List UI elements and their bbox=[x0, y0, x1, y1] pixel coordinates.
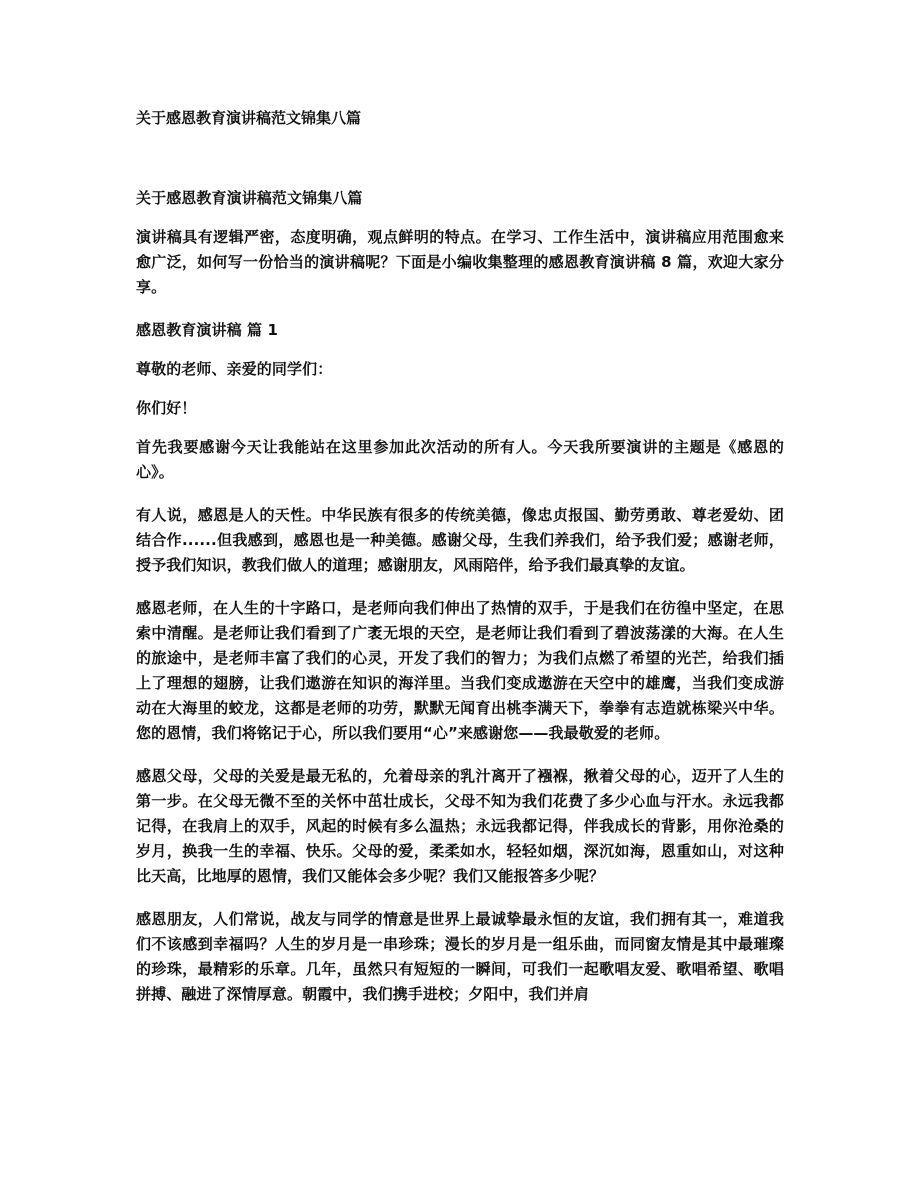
document-title: 关于感恩教育演讲稿范文锦集八篇 bbox=[136, 109, 362, 127]
body-paragraph: 感恩老师，在人生的十字路口，是老师向我们伸出了热情的双手，于是我们在彷徨中坚定，在思索中清醒。是老师让我们看到了广袤无垠的天空，是老师让我们看到了碧波荡漾的大海。在人生的旅途中，是老师丰富了我们的心灵，开发了我们的智力；为我们点燃了希望的光芒，给我们插上了理想的翅膀，让我们遨游在知识的海洋里。当我们变成遨游在天空中的雄鹰，当我们变成游动在大海里的蛟龙，这都是老师的功劳，默默无闻育出桃李满天下，拳拳有志造就栋梁兴中华。您的恩情，我们将铭记于心，所以我们要用“心”来感谢您——我最敬爱的老师。 bbox=[136, 599, 784, 742]
salutation: 尊敬的老师、亲爱的同学们： bbox=[136, 360, 333, 378]
body-paragraph: 有人说，感恩是人的天性。中华民族有很多的传统美德，像忠贞报国、勤劳勇敢、尊老爱幼、团结合作......但我感到，感恩也是一种美德。感谢父母，生我们养我们，给予我们爱；感谢老师，授予我们知识，教我们做人的道理；感谢朋友，风雨陪伴，给予我们最真挚的友谊。 bbox=[136, 506, 784, 574]
section-title: 关于感恩教育演讲稿范文锦集八篇 bbox=[136, 189, 363, 207]
body-paragraph: 首先我要感谢今天让我能站在这里参加此次活动的所有人。今天我所要演讲的主题是《感恩的心》。 bbox=[136, 438, 784, 481]
body-paragraph: 感恩朋友，人们常说，战友与同学的情意是世界上最诚挚最永恒的友谊，我们拥有其一，难道我们不该感到幸福吗？人生的岁月是一串珍珠；漫长的岁月是一组乐曲，而同窗友情是其中最璀璨的珍珠，最精彩的乐章。几年，虽然只有短短的一瞬间，可我们一起歌唱友爱、歌唱希望、歌唱拼搏、融进了深情厚意。朝霞中，我们携手进校；夕阳中，我们并肩 bbox=[136, 910, 784, 1003]
intro-paragraph: 演讲稿具有逻辑严密，态度明确，观点鲜明的特点。在学习、工作生活中，演讲稿应用范围愈来愈广泛，如何写一份恰当的演讲稿呢？下面是小编收集整理的感恩教育演讲稿 8 篇，欢迎大家分享。 bbox=[136, 228, 784, 296]
greeting: 你们好！ bbox=[136, 399, 197, 417]
body-paragraph: 感恩父母，父母的关爱是最无私的，允着母亲的乳汁离开了襁褓，揪着父母的心，迈开了人生的第一步。在父母无微不至的关怀中茁壮成长，父母不知为我们花费了多少心血与汗水。永远我都记得，在我肩上的双手，风起的时候有多么温热；永远我都记得，伴我成长的背影，用你沧桑的岁月，换我一生的幸福、快乐。父母的爱，柔柔如水，轻轻如烟，深沉如海，恩重如山，对这种比天高，比地厚的恩情，我们又能体会多少呢？我们又能报答多少呢？ bbox=[136, 767, 784, 885]
document-body bbox=[136, 186, 784, 1025]
speech-heading: 感恩教育演讲稿 篇 1 bbox=[136, 321, 278, 339]
